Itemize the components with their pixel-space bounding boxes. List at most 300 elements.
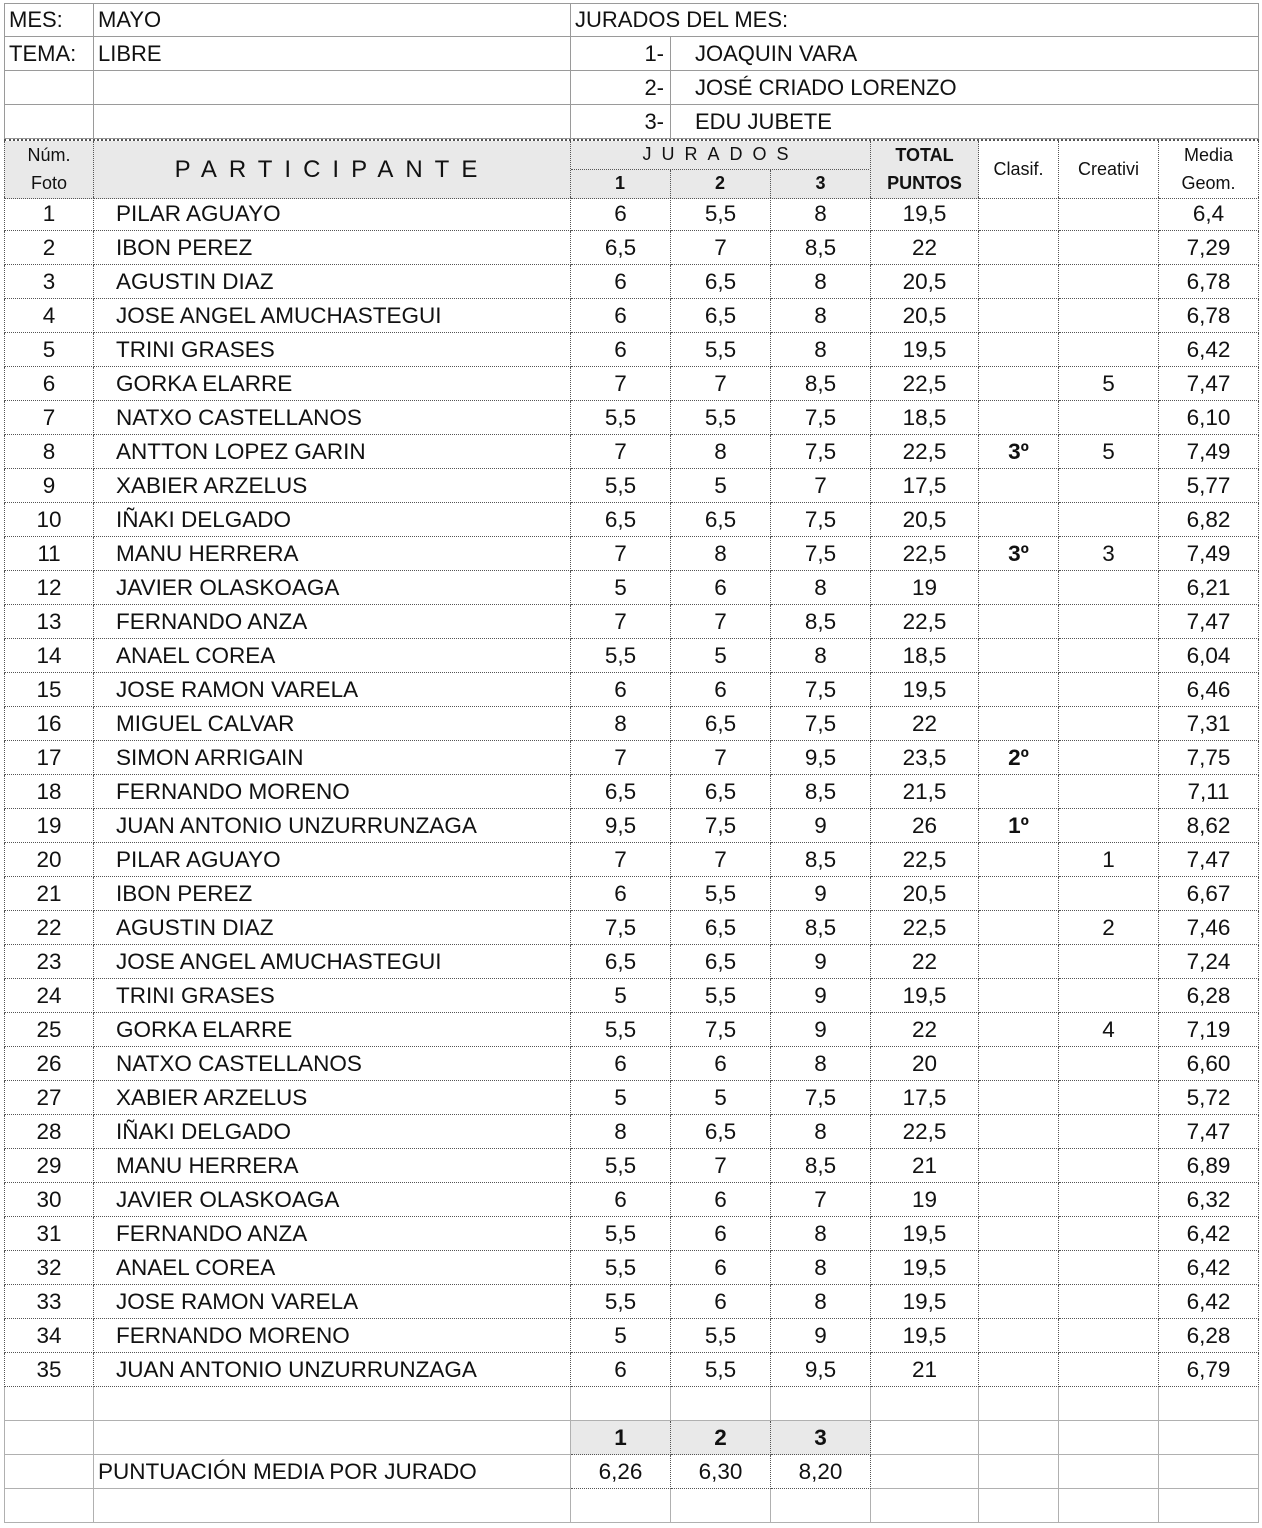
score-jurado-3: 9: [771, 1013, 871, 1047]
total-points: 18,5: [871, 401, 979, 435]
score-jurado-3: 8: [771, 1115, 871, 1149]
score-jurado-1: 6: [571, 673, 671, 707]
empty-cell: [871, 1489, 979, 1523]
empty-cell: [571, 1387, 671, 1421]
tema-value: LIBRE: [94, 37, 571, 71]
table-row: [4, 265, 1259, 299]
jurados-title: JURADOS DEL MES:: [571, 3, 1259, 37]
average-label: PUNTUACIÓN MEDIA POR JURADO: [94, 1455, 571, 1489]
classification: [979, 945, 1059, 979]
participant-name: PILAR AGUAYO: [94, 197, 571, 231]
score-jurado-2: 6: [671, 1251, 771, 1285]
geometric-mean: 7,11: [1159, 775, 1259, 809]
geometric-mean: 7,29: [1159, 231, 1259, 265]
empty-cell: [4, 1455, 94, 1489]
empty-cell: [771, 1489, 871, 1523]
table-row: [4, 503, 1259, 537]
participant-name: FERNANDO MORENO: [94, 1319, 571, 1353]
total-points: 22,5: [871, 843, 979, 877]
geometric-mean: 7,46: [1159, 911, 1259, 945]
creativity-rank: [1059, 979, 1159, 1013]
score-jurado-3: 8: [771, 1217, 871, 1251]
score-jurado-2: 6,5: [671, 503, 771, 537]
score-jurado-3: 9: [771, 877, 871, 911]
score-jurado-2: 6,5: [671, 707, 771, 741]
geometric-mean: 6,67: [1159, 877, 1259, 911]
participant-name: TRINI GRASES: [94, 979, 571, 1013]
score-jurado-1: 5: [571, 1081, 671, 1115]
table-row: [4, 775, 1259, 809]
score-jurado-2: 7,5: [671, 809, 771, 843]
classification: [979, 1013, 1059, 1047]
score-jurado-1: 6,5: [571, 945, 671, 979]
participant-name: JOSE RAMON VARELA: [94, 1285, 571, 1319]
geometric-mean: 5,72: [1159, 1081, 1259, 1115]
geometric-mean: 6,42: [1159, 1285, 1259, 1319]
participant-name: IÑAKI DELGADO: [94, 1115, 571, 1149]
classification: [979, 1047, 1059, 1081]
score-jurado-1: 6,5: [571, 503, 671, 537]
creativity-rank: 5: [1059, 367, 1159, 401]
empty-cell: [771, 1387, 871, 1421]
geometric-mean: 6,82: [1159, 503, 1259, 537]
creativity-rank: [1059, 1047, 1159, 1081]
creativity-rank: [1059, 877, 1159, 911]
total-points: 20: [871, 1047, 979, 1081]
participant-name: IBON PEREZ: [94, 877, 571, 911]
table-row: [4, 1353, 1259, 1387]
table-row: [4, 877, 1259, 911]
score-jurado-3: 9,5: [771, 741, 871, 775]
creativity-rank: 3: [1059, 537, 1159, 571]
score-jurado-2: 5: [671, 469, 771, 503]
empty-cell: [871, 1455, 979, 1489]
total-points: 20,5: [871, 299, 979, 333]
table-row: [4, 367, 1259, 401]
classification: [979, 775, 1059, 809]
score-jurado-2: 7: [671, 843, 771, 877]
scoring-sheet: [4, 3, 1259, 1523]
classification: [979, 843, 1059, 877]
score-jurado-2: 5,5: [671, 333, 771, 367]
col-jurado-2: 2: [671, 170, 771, 198]
classification: [979, 401, 1059, 435]
participant-name: MIGUEL CALVAR: [94, 707, 571, 741]
table-row: [4, 537, 1259, 571]
classification: [979, 1149, 1059, 1183]
score-jurado-3: 8,5: [771, 367, 871, 401]
col-participante: PARTICIPANTE: [94, 141, 571, 199]
score-jurado-2: 6,5: [671, 945, 771, 979]
score-jurado-3: 8,5: [771, 775, 871, 809]
classification: [979, 707, 1059, 741]
col-total-line2: PUNTOS: [887, 173, 962, 194]
score-jurado-1: 7: [571, 843, 671, 877]
score-jurado-1: 5: [571, 1319, 671, 1353]
score-jurado-1: 5: [571, 571, 671, 605]
table-row: [4, 401, 1259, 435]
column-header-row: [4, 139, 1259, 197]
creativity-rank: [1059, 299, 1159, 333]
creativity-rank: [1059, 1115, 1159, 1149]
classification: [979, 605, 1059, 639]
score-jurado-3: 7,5: [771, 435, 871, 469]
score-jurado-1: 6: [571, 1183, 671, 1217]
score-jurado-3: 8: [771, 1285, 871, 1319]
empty-cell: [94, 105, 571, 139]
table-row: [4, 673, 1259, 707]
classification: [979, 299, 1059, 333]
col-clasif: Clasif.: [979, 141, 1059, 199]
participant-name: NATXO CASTELLANOS: [94, 401, 571, 435]
total-points: 20,5: [871, 503, 979, 537]
score-jurado-3: 7,5: [771, 503, 871, 537]
classification: [979, 673, 1059, 707]
total-points: 22: [871, 707, 979, 741]
total-points: 22,5: [871, 605, 979, 639]
total-points: 22,5: [871, 435, 979, 469]
participant-name: FERNANDO ANZA: [94, 1217, 571, 1251]
col-num-foto: [4, 141, 94, 199]
row-number: 16: [4, 707, 94, 741]
score-jurado-1: 6: [571, 1353, 671, 1387]
creativity-rank: [1059, 333, 1159, 367]
creativity-rank: [1059, 605, 1159, 639]
classification: [979, 639, 1059, 673]
empty-cell: [1059, 1489, 1159, 1523]
score-jurado-3: 9: [771, 945, 871, 979]
header-row-jurado-3: [4, 105, 1259, 139]
col-jurados-title: JURADOS: [571, 141, 871, 170]
total-points: 19,5: [871, 673, 979, 707]
participant-name: FERNANDO ANZA: [94, 605, 571, 639]
score-jurado-2: 6: [671, 673, 771, 707]
score-jurado-2: 5,5: [671, 401, 771, 435]
creativity-rank: [1059, 1217, 1159, 1251]
score-jurado-1: 7: [571, 537, 671, 571]
total-points: 21,5: [871, 775, 979, 809]
col-media-geom: [1159, 141, 1259, 199]
empty-cell: [871, 1421, 979, 1455]
score-jurado-2: 6: [671, 1047, 771, 1081]
score-jurado-2: 5,5: [671, 979, 771, 1013]
total-points: 21: [871, 1353, 979, 1387]
empty-cell: [94, 1489, 571, 1523]
score-jurado-1: 6,5: [571, 775, 671, 809]
geometric-mean: 7,47: [1159, 843, 1259, 877]
score-jurado-3: 8,5: [771, 911, 871, 945]
row-number: 2: [4, 231, 94, 265]
empty-cell: [4, 1489, 94, 1523]
empty-cell: [671, 1387, 771, 1421]
score-jurado-2: 7,5: [671, 1013, 771, 1047]
geometric-mean: 6,78: [1159, 299, 1259, 333]
creativity-rank: [1059, 1353, 1159, 1387]
total-points: 22,5: [871, 911, 979, 945]
empty-cell: [979, 1489, 1059, 1523]
classification: [979, 1115, 1059, 1149]
table-row: [4, 605, 1259, 639]
table-row: [4, 571, 1259, 605]
participant-name: JAVIER OLASKOAGA: [94, 571, 571, 605]
col-creativi: Creativi: [1059, 141, 1159, 199]
participant-name: FERNANDO MORENO: [94, 775, 571, 809]
participant-name: GORKA ELARRE: [94, 367, 571, 401]
jurado-name: JOSÉ CRIADO LORENZO: [671, 71, 1259, 105]
score-jurado-1: 7: [571, 741, 671, 775]
row-number: 17: [4, 741, 94, 775]
row-number: 28: [4, 1115, 94, 1149]
table-row: [4, 809, 1259, 843]
header-row-tema: [4, 37, 1259, 71]
empty-cell: [4, 105, 94, 139]
creativity-rank: [1059, 1149, 1159, 1183]
score-jurado-1: 8: [571, 1115, 671, 1149]
creativity-rank: [1059, 469, 1159, 503]
score-jurado-3: 9,5: [771, 1353, 871, 1387]
classification: [979, 571, 1059, 605]
total-points: 19,5: [871, 1217, 979, 1251]
classification: [979, 197, 1059, 231]
score-jurado-1: 5: [571, 979, 671, 1013]
participant-name: MANU HERRERA: [94, 537, 571, 571]
score-jurado-2: 5: [671, 639, 771, 673]
average-jurado-3: 8,20: [771, 1455, 871, 1489]
empty-cell: [94, 71, 571, 105]
creativity-rank: [1059, 571, 1159, 605]
total-points: 21: [871, 1149, 979, 1183]
classification: [979, 979, 1059, 1013]
score-jurado-1: 5,5: [571, 1217, 671, 1251]
col-jurados: [571, 141, 871, 199]
score-jurado-3: 9: [771, 979, 871, 1013]
participant-name: AGUSTIN DIAZ: [94, 265, 571, 299]
empty-cell: [671, 1489, 771, 1523]
total-points: 19: [871, 1183, 979, 1217]
participant-name: ANAEL COREA: [94, 1251, 571, 1285]
row-number: 22: [4, 911, 94, 945]
empty-cell: [871, 1387, 979, 1421]
geometric-mean: 6,32: [1159, 1183, 1259, 1217]
score-jurado-2: 5: [671, 1081, 771, 1115]
footer-average-row: [4, 1455, 1259, 1489]
table-row: [4, 1319, 1259, 1353]
jurado-number: 2-: [571, 71, 671, 105]
total-points: 19,5: [871, 197, 979, 231]
classification: [979, 1217, 1059, 1251]
score-jurado-3: 7,5: [771, 707, 871, 741]
score-jurado-3: 7,5: [771, 673, 871, 707]
geometric-mean: 6,10: [1159, 401, 1259, 435]
participant-name: ANTTON LOPEZ GARIN: [94, 435, 571, 469]
jurado-name: JOAQUIN VARA: [671, 37, 1259, 71]
row-number: 27: [4, 1081, 94, 1115]
row-number: 1: [4, 197, 94, 231]
table-row: [4, 1149, 1259, 1183]
total-points: 22,5: [871, 367, 979, 401]
total-points: 19,5: [871, 979, 979, 1013]
row-number: 26: [4, 1047, 94, 1081]
geometric-mean: 6,28: [1159, 1319, 1259, 1353]
table-row: [4, 741, 1259, 775]
empty-cell: [1159, 1489, 1259, 1523]
table-row: [4, 1081, 1259, 1115]
creativity-rank: [1059, 775, 1159, 809]
score-jurado-2: 7: [671, 367, 771, 401]
col-media-line2: Geom.: [1181, 173, 1236, 194]
mes-value: MAYO: [94, 3, 571, 37]
col-total-line1: TOTAL: [895, 144, 954, 165]
creativity-rank: [1059, 1285, 1159, 1319]
score-jurado-1: 6: [571, 333, 671, 367]
geometric-mean: 7,49: [1159, 435, 1259, 469]
total-points: 20,5: [871, 265, 979, 299]
classification: [979, 503, 1059, 537]
score-jurado-1: 6: [571, 265, 671, 299]
score-jurado-1: 5,5: [571, 639, 671, 673]
creativity-rank: [1059, 231, 1159, 265]
header-block: [4, 3, 1259, 139]
empty-cell: [1059, 1421, 1159, 1455]
empty-cell: [4, 1421, 94, 1455]
score-jurado-3: 9: [771, 1319, 871, 1353]
score-jurado-2: 6: [671, 1285, 771, 1319]
score-jurado-2: 7: [671, 231, 771, 265]
geometric-mean: 6,79: [1159, 1353, 1259, 1387]
table-row: [4, 469, 1259, 503]
geometric-mean: 6,42: [1159, 1217, 1259, 1251]
empty-cell: [571, 1489, 671, 1523]
score-jurado-1: 6: [571, 877, 671, 911]
row-number: 8: [4, 435, 94, 469]
score-jurado-2: 5,5: [671, 877, 771, 911]
table-row: [4, 1285, 1259, 1319]
classification: 3º: [979, 537, 1059, 571]
table-row: [4, 435, 1259, 469]
score-jurado-3: 8,5: [771, 1149, 871, 1183]
table-row: [4, 911, 1259, 945]
participant-name: XABIER ARZELUS: [94, 469, 571, 503]
score-jurado-3: 8,5: [771, 231, 871, 265]
score-jurado-1: 5,5: [571, 1013, 671, 1047]
total-points: 19,5: [871, 333, 979, 367]
row-number: 5: [4, 333, 94, 367]
participant-name: SIMON ARRIGAIN: [94, 741, 571, 775]
total-points: 22,5: [871, 537, 979, 571]
score-jurado-1: 8: [571, 707, 671, 741]
row-number: 9: [4, 469, 94, 503]
empty-cell: [4, 1387, 94, 1421]
creativity-rank: [1059, 673, 1159, 707]
footer-jurado-3: 3: [771, 1421, 871, 1455]
row-number: 34: [4, 1319, 94, 1353]
total-points: 22,5: [871, 1115, 979, 1149]
creativity-rank: [1059, 265, 1159, 299]
row-number: 10: [4, 503, 94, 537]
empty-cell: [94, 1421, 571, 1455]
row-number: 13: [4, 605, 94, 639]
empty-cell: [4, 71, 94, 105]
row-number: 35: [4, 1353, 94, 1387]
participant-name: TRINI GRASES: [94, 333, 571, 367]
classification: [979, 1285, 1059, 1319]
row-number: 29: [4, 1149, 94, 1183]
score-jurado-3: 7,5: [771, 401, 871, 435]
total-points: 19: [871, 571, 979, 605]
creativity-rank: [1059, 639, 1159, 673]
participant-name: JOSE RAMON VARELA: [94, 673, 571, 707]
score-jurado-1: 7: [571, 435, 671, 469]
geometric-mean: 6,46: [1159, 673, 1259, 707]
score-jurado-3: 8: [771, 265, 871, 299]
geometric-mean: 6,60: [1159, 1047, 1259, 1081]
score-jurado-2: 7: [671, 1149, 771, 1183]
participant-name: GORKA ELARRE: [94, 1013, 571, 1047]
score-jurado-3: 8: [771, 197, 871, 231]
geometric-mean: 6,21: [1159, 571, 1259, 605]
row-number: 7: [4, 401, 94, 435]
row-number: 25: [4, 1013, 94, 1047]
score-jurado-2: 5,5: [671, 1319, 771, 1353]
classification: [979, 231, 1059, 265]
footer-block: [4, 1387, 1259, 1523]
average-jurado-1: 6,26: [571, 1455, 671, 1489]
total-points: 22: [871, 1013, 979, 1047]
geometric-mean: 7,47: [1159, 1115, 1259, 1149]
classification: [979, 1319, 1059, 1353]
table-row: [4, 1013, 1259, 1047]
footer-jurado-2: 2: [671, 1421, 771, 1455]
score-jurado-2: 6,5: [671, 265, 771, 299]
table-row: [4, 1183, 1259, 1217]
total-points: 23,5: [871, 741, 979, 775]
total-points: 26: [871, 809, 979, 843]
total-points: 17,5: [871, 469, 979, 503]
score-jurado-2: 5,5: [671, 197, 771, 231]
row-number: 14: [4, 639, 94, 673]
empty-cell: [1159, 1421, 1259, 1455]
geometric-mean: 6,04: [1159, 639, 1259, 673]
row-number: 18: [4, 775, 94, 809]
participant-name: IÑAKI DELGADO: [94, 503, 571, 537]
participant-name: JUAN ANTONIO UNZURRUNZAGA: [94, 1353, 571, 1387]
score-jurado-1: 7: [571, 367, 671, 401]
participant-rows: [4, 197, 1259, 1387]
footer-jurado-1: 1: [571, 1421, 671, 1455]
creativity-rank: [1059, 1183, 1159, 1217]
creativity-rank: [1059, 741, 1159, 775]
score-jurado-2: 6,5: [671, 299, 771, 333]
participant-name: NATXO CASTELLANOS: [94, 1047, 571, 1081]
empty-cell: [979, 1387, 1059, 1421]
score-jurado-3: 8,5: [771, 605, 871, 639]
participant-name: XABIER ARZELUS: [94, 1081, 571, 1115]
score-jurado-3: 8,5: [771, 843, 871, 877]
row-number: 12: [4, 571, 94, 605]
classification: 2º: [979, 741, 1059, 775]
classification: [979, 469, 1059, 503]
empty-cell: [94, 1387, 571, 1421]
score-jurado-1: 7,5: [571, 911, 671, 945]
score-jurado-1: 5,5: [571, 1251, 671, 1285]
creativity-rank: 5: [1059, 435, 1159, 469]
geometric-mean: 7,75: [1159, 741, 1259, 775]
participant-name: JOSE ANGEL AMUCHASTEGUI: [94, 299, 571, 333]
classification: [979, 911, 1059, 945]
creativity-rank: 4: [1059, 1013, 1159, 1047]
total-points: 22: [871, 945, 979, 979]
classification: 3º: [979, 435, 1059, 469]
